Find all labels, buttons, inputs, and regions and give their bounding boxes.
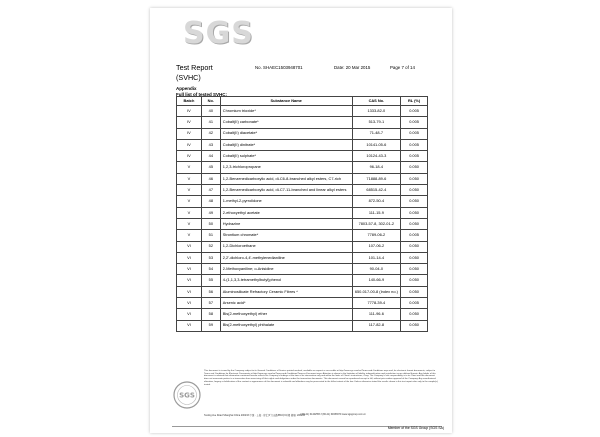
cell-no: 50	[201, 218, 220, 229]
cell-cas-no: 71888-89-6	[352, 173, 401, 184]
cell-no: 58	[201, 309, 220, 320]
report-number: No. SHAEC1503948701	[255, 65, 303, 70]
cell-substance-name: 1,2-Benzenedicarboxylic acid, di-C7-11-branched and linear alkyl esters	[220, 185, 352, 196]
cell-no: 42	[201, 128, 220, 139]
cell-cas-no: 872-50-4	[352, 196, 401, 207]
cell-substance-name: Hydrazine	[220, 218, 352, 229]
cell-no: 57	[201, 298, 220, 309]
table-row	[177, 309, 428, 320]
cell-substance-name: Cobalt(II) carbonate*	[220, 117, 352, 128]
cell-no: 45	[201, 162, 220, 173]
table-row	[177, 173, 428, 184]
cell-substance-name: Arsenic acid*	[220, 298, 352, 309]
cell-no: 55	[201, 275, 220, 286]
cell-rl: 0.050	[401, 207, 428, 218]
cell-substance-name: 4-(1,1,3,3-tetramethylbutyl)phenol	[220, 275, 352, 286]
report-page	[150, 8, 452, 433]
report-date: Date: 20 Mar 2015	[334, 65, 371, 70]
cell-no: 54	[201, 264, 220, 275]
cell-batch: V	[177, 162, 202, 173]
cell-substance-name: Aluminosilicate Refractory Ceramic Fibres ^	[220, 286, 352, 297]
appendix-label: Appendix	[176, 86, 197, 91]
cell-cas-no: 10141-05-6	[352, 139, 401, 150]
cell-rl: 0.005	[401, 128, 428, 139]
cell-cas-no: 111-96-6	[352, 309, 401, 320]
cell-cas-no: 10124-43-3	[352, 151, 401, 162]
table-row	[177, 298, 428, 309]
cell-cas-no: 96-18-4	[352, 162, 401, 173]
cell-rl: 0.050	[401, 275, 428, 286]
cell-batch: IV	[177, 106, 202, 117]
cell-no: 46	[201, 173, 220, 184]
cell-substance-name: Bis(2-methoxyethyl) phthalate	[220, 320, 352, 331]
cell-batch: IV	[177, 117, 202, 128]
cell-batch: V	[177, 196, 202, 207]
cell-batch: VI	[177, 264, 202, 275]
table-row	[177, 241, 428, 252]
cell-rl: 0.050	[401, 309, 428, 320]
cell-substance-name: Bis(2-methoxyethyl) ether	[220, 309, 352, 320]
table-row	[177, 106, 428, 117]
header-no: No.	[201, 97, 220, 106]
footer-contact: t (86-21) 61402553 f (86-21) 64953679 www.sgsgroup.com.cn	[300, 413, 366, 416]
footer-disclaimer: This document is issued by the Company subject to its General Conditions of Service printed overleaf, available on request or accessible at http://www.sgs.com/en/Terms-and-Conditions.aspx and, for electronic format documents, subject to Terms and Conditions for Electronic Documents at http://www.sgs.com/en/Terms-and-Conditions/Terms-e-Document.aspx. Attention is drawn to the limitation of liability, indemnification and jurisdiction issues defined therein. Any holder of this document is advised that information contained hereon reflects the Company's findings at the time of its intervention only and within the limits of Client's instructions, if any. The Company's sole responsibility is to its Client and this document does not exonerate parties to a transaction from exercising all their rights and obligations under the transaction documents. This document cannot be reproduced except in full, without prior written approval of the Company. Any unauthorized alteration, forgery or falsification of the content or appearance of this document is unlawful and offenders may be prosecuted to the fullest extent of the law. Unless otherwise stated the results shown in this test report refer only to the sample(s) tested.	[204, 370, 438, 386]
cell-cas-no: 1333-82-0	[352, 106, 401, 117]
cell-rl: 0.005	[401, 151, 428, 162]
cell-batch: VI	[177, 252, 202, 263]
cell-batch: IV	[177, 139, 202, 150]
cell-rl: 0.005	[401, 117, 428, 128]
cell-rl: 0.050	[401, 241, 428, 252]
svg-text:SGS: SGS	[179, 391, 195, 400]
table-row	[177, 320, 428, 331]
cell-no: 49	[201, 207, 220, 218]
cell-no: 56	[201, 286, 220, 297]
cell-rl: 0.005	[401, 139, 428, 150]
cell-rl: 0.005	[401, 106, 428, 117]
table-row	[177, 275, 428, 286]
cell-batch: VI	[177, 298, 202, 309]
table-row	[177, 230, 428, 241]
cell-cas-no: 71-48-7	[352, 128, 401, 139]
cell-batch: IV	[177, 151, 202, 162]
cell-batch: V	[177, 173, 202, 184]
cell-rl: 0.050	[401, 264, 428, 275]
appendix-subtitle: Full list of tested SVHC:	[176, 91, 228, 97]
cell-batch: V	[177, 230, 202, 241]
cell-rl: 0.050	[401, 286, 428, 297]
cell-cas-no: 7789-06-2	[352, 230, 401, 241]
table-row	[177, 151, 428, 162]
cell-rl: 0.005	[401, 230, 428, 241]
table-row	[177, 139, 428, 150]
cell-no: 41	[201, 117, 220, 128]
cell-rl: 0.050	[401, 173, 428, 184]
table-row	[177, 185, 428, 196]
cell-substance-name: 1,2-Dichloroethane	[220, 241, 352, 252]
cell-no: 59	[201, 320, 220, 331]
cell-cas-no: 68515-42-4	[352, 185, 401, 196]
table-row	[177, 252, 428, 263]
cell-cas-no: 117-82-8	[352, 320, 401, 331]
table-row	[177, 162, 428, 173]
cell-substance-name: 1-methyl-2-pyrrolidone	[220, 196, 352, 207]
table-row	[177, 264, 428, 275]
cell-cas-no: 513-79-1	[352, 117, 401, 128]
sgs-logo: SGS	[183, 16, 254, 51]
cell-no: 51	[201, 230, 220, 241]
table-row	[177, 196, 428, 207]
table-row	[177, 117, 428, 128]
svhc-table	[176, 96, 428, 332]
header-cas: CAS No.	[352, 97, 401, 106]
cell-rl: 0.050	[401, 252, 428, 263]
cell-substance-name: Strontium chromate*	[220, 230, 352, 241]
table-row	[177, 286, 428, 297]
cell-no: 53	[201, 252, 220, 263]
report-title	[176, 63, 213, 83]
cell-substance-name: Cobalt(II) dinitrate*	[220, 139, 352, 150]
cell-cas-no: 650-017-00-8 (Index no.)	[352, 286, 401, 297]
cell-batch: IV	[177, 128, 202, 139]
cell-rl: 0.050	[401, 185, 428, 196]
cell-substance-name: 1,2,3-trichloropropane	[220, 162, 352, 173]
report-title-line1: Test Report	[176, 63, 213, 72]
cell-batch: VI	[177, 241, 202, 252]
cell-batch: V	[177, 185, 202, 196]
cell-no: 47	[201, 185, 220, 196]
cell-cas-no: 90-04-0	[352, 264, 401, 275]
cell-batch: V	[177, 218, 202, 229]
cell-batch: VI	[177, 286, 202, 297]
cell-substance-name: Chromium trioxide*	[220, 106, 352, 117]
cell-substance-name: Cobalt(II) diacetate*	[220, 128, 352, 139]
table-header-row	[177, 97, 428, 106]
header-substance: Substance Name	[220, 97, 352, 106]
cell-cas-no: 101-14-4	[352, 252, 401, 263]
cell-no: 52	[201, 241, 220, 252]
cell-batch: VI	[177, 275, 202, 286]
cell-rl: 0.050	[401, 162, 428, 173]
cell-cas-no: 140-66-9	[352, 275, 401, 286]
table-body	[177, 106, 428, 332]
cell-no: 40	[201, 106, 220, 117]
cell-rl: 0.050	[401, 320, 428, 331]
cell-substance-name: 2-Methoxyaniline; o-Anisidine	[220, 264, 352, 275]
cell-substance-name: 2,2'-dichloro-4,4'-methylenedianiline	[220, 252, 352, 263]
cell-batch: VI	[177, 309, 202, 320]
cell-no: 48	[201, 196, 220, 207]
cell-cas-no: 107-06-2	[352, 241, 401, 252]
cell-rl: 0.050	[401, 218, 428, 229]
header-rl: RL (%)	[401, 97, 428, 106]
sgs-seal-icon	[172, 380, 202, 410]
cell-batch: VI	[177, 320, 202, 331]
table-row	[177, 218, 428, 229]
table-row	[177, 128, 428, 139]
cell-batch: V	[177, 207, 202, 218]
cell-no: 44	[201, 151, 220, 162]
cell-rl: 0.005	[401, 298, 428, 309]
cell-rl: 0.050	[401, 196, 428, 207]
report-title-line2: (SVHC)	[176, 73, 201, 82]
footer-address: Testing Ave Road Shanghai China 200233 中国 · 上海 · 徐汇区宜山路889号3号楼 邮编: 200233	[204, 414, 305, 417]
cell-substance-name: 2-ethoxyethyl acetate	[220, 207, 352, 218]
cell-substance-name: Cobalt(II) sulphate*	[220, 151, 352, 162]
cell-no: 43	[201, 139, 220, 150]
cell-cas-no: 111-15-9	[352, 207, 401, 218]
page-number: Page 7 of 14	[390, 65, 415, 70]
cell-cas-no: 7778-39-4	[352, 298, 401, 309]
cell-substance-name: 1,2-Benzenedicarboxylic acid, di-C6-8-branched alkyl esters, C7-rich	[220, 173, 352, 184]
table-row	[177, 207, 428, 218]
cell-cas-no: 7803-57-8, 302-01-2	[352, 218, 401, 229]
header-batch: Batch	[177, 97, 202, 106]
footer-member: Member of the SGS Group (SGS SA)	[387, 426, 444, 430]
